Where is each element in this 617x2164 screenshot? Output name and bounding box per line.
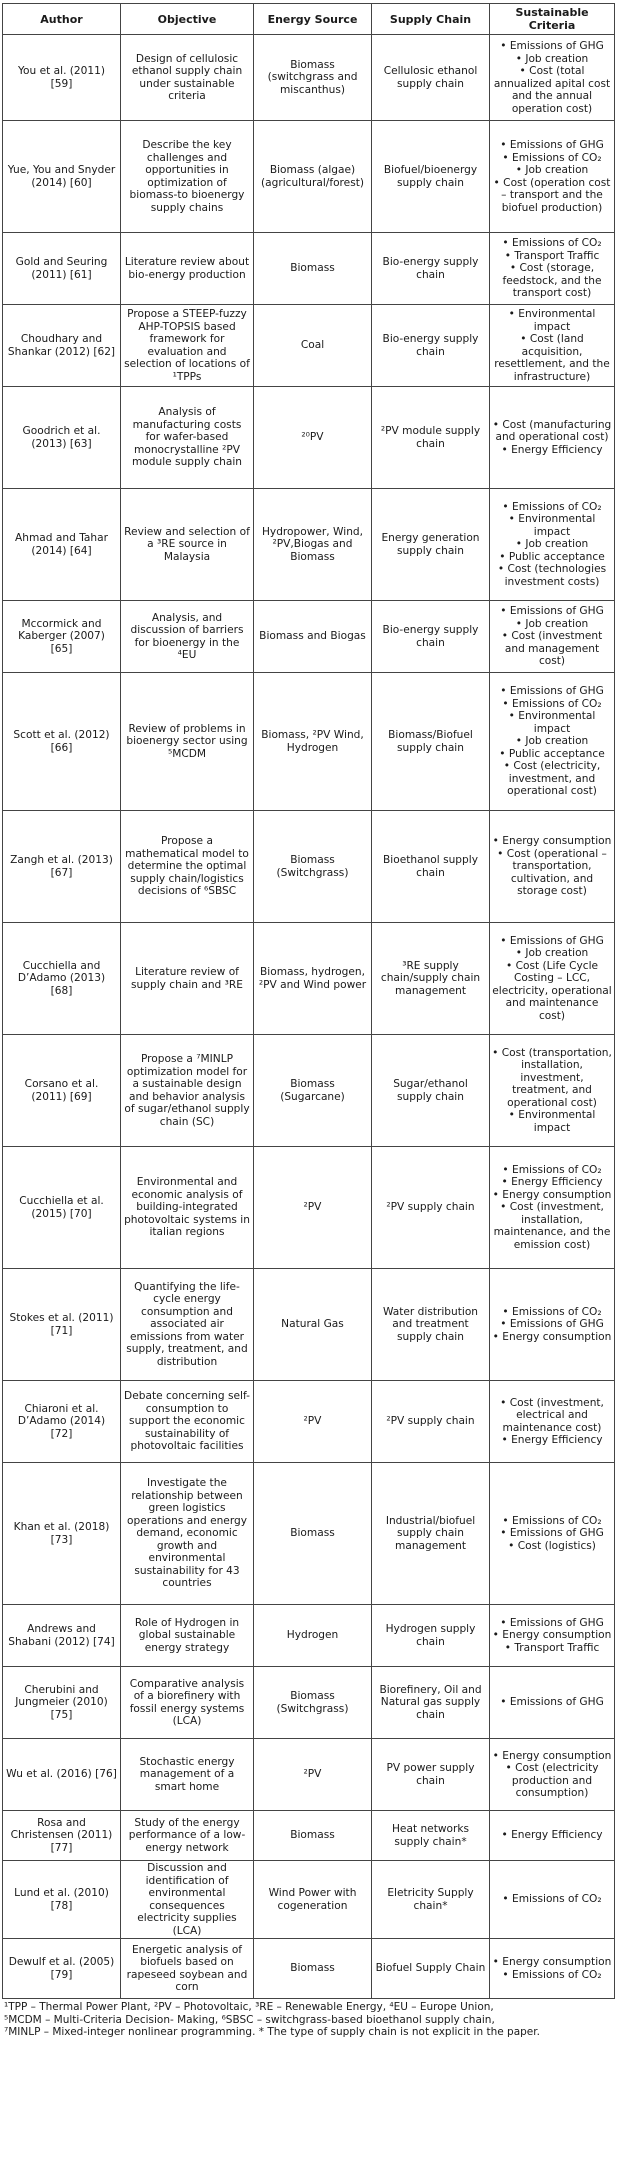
criteria-list <box>492 1893 612 1906</box>
cell-criteria <box>490 1381 615 1463</box>
cell-objective: Investigate the relationship between green logistics operations and energy demand, economic growth and environmental sustainability for 43 countries <box>121 1463 254 1605</box>
cell-objective: Analysis, and discussion of barriers for bioenergy in the ⁴EU <box>121 601 254 673</box>
table-row <box>3 1147 615 1269</box>
criteria-item: • Cost (transportation, installation, investment, treatment, and operational cost) <box>492 1047 612 1110</box>
criteria-item: • Public acceptance <box>492 748 612 761</box>
criteria-item: • Job creation <box>492 618 612 631</box>
cell-energy-source: Coal <box>254 305 372 387</box>
criteria-list <box>492 935 612 1023</box>
criteria-item: • Transport Traffic <box>492 1642 612 1655</box>
criteria-item: • Cost (operation cost – transport and the biofuel production) <box>492 177 612 215</box>
cell-energy-source: ²PV <box>254 1739 372 1811</box>
cell-objective: Quantifying the life-cycle energy consumption and associated air emissions from water supply, treatment, and distribution <box>121 1269 254 1381</box>
table-row <box>3 233 615 305</box>
cell-author: Cucchiella and D’Adamo (2013) [68] <box>3 923 121 1035</box>
cell-supply-chain: Biorefinery, Oil and Natural gas supply chain <box>372 1667 490 1739</box>
cell-energy-source: Biomass (Switchgrass) <box>254 1667 372 1739</box>
criteria-item: • Emissions of GHG <box>492 605 612 618</box>
criteria-item: • Emissions of CO₂ <box>492 501 612 514</box>
cell-objective: Literature review about bio-energy production <box>121 233 254 305</box>
cell-author: Zangh et al. (2013) [67] <box>3 811 121 923</box>
criteria-list <box>492 1617 612 1655</box>
criteria-item: • Environmental impact <box>492 513 612 538</box>
cell-criteria <box>490 35 615 121</box>
cell-supply-chain: Bio-energy supply chain <box>372 601 490 673</box>
cell-criteria <box>490 811 615 923</box>
cell-criteria <box>490 1667 615 1739</box>
cell-criteria <box>490 489 615 601</box>
cell-supply-chain: ²PV supply chain <box>372 1381 490 1463</box>
cell-energy-source: ²PV <box>254 1381 372 1463</box>
cell-criteria <box>490 121 615 233</box>
cell-author: Mccormick and Kaberger (2007) [65] <box>3 601 121 673</box>
footnote-line: ⁵MCDM – Multi-Criteria Decision- Making, ⁶SBSC – switchgrass-based bioethanol supply chain, <box>4 2013 495 2026</box>
cell-author: Ahmad and Tahar (2014) [64] <box>3 489 121 601</box>
cell-energy-source: Natural Gas <box>254 1269 372 1381</box>
criteria-list <box>492 1397 612 1447</box>
cell-criteria <box>490 1939 615 1999</box>
table-row <box>3 1739 615 1811</box>
table-row <box>3 1861 615 1939</box>
criteria-list <box>492 605 612 668</box>
criteria-item: • Cost (investment, installation, maintenance, and the emission cost) <box>492 1201 612 1251</box>
cell-supply-chain: PV power supply chain <box>372 1739 490 1811</box>
criteria-item: • Energy Efficiency <box>492 1434 612 1447</box>
footnote-line: ¹TPP – Thermal Power Plant, ²PV – Photovoltaic, ³RE – Renewable Energy, ⁴EU – Europe Union, <box>4 2001 494 2013</box>
cell-supply-chain: ³RE supply chain/supply chain management <box>372 923 490 1035</box>
cell-supply-chain: Hydrogen supply chain <box>372 1605 490 1667</box>
table-body <box>3 35 615 1999</box>
cell-energy-source: ²PV <box>254 1147 372 1269</box>
criteria-item: • Emissions of CO₂ <box>492 1969 612 1982</box>
criteria-item: • Cost (logistics) <box>492 1540 612 1553</box>
criteria-list <box>492 1515 612 1553</box>
cell-supply-chain: Biofuel/bioenergy supply chain <box>372 121 490 233</box>
cell-objective: Design of cellulosic ethanol supply chain under sustainable criteria <box>121 35 254 121</box>
literature-table <box>2 3 615 1999</box>
cell-energy-source: Biomass <box>254 1463 372 1605</box>
cell-supply-chain: Cellulosic ethanol supply chain <box>372 35 490 121</box>
table-row <box>3 489 615 601</box>
cell-criteria <box>490 1861 615 1939</box>
criteria-list <box>492 1829 612 1842</box>
cell-supply-chain: Bioethanol supply chain <box>372 811 490 923</box>
criteria-item: • Emissions of GHG <box>492 40 612 53</box>
criteria-item: • Energy Efficiency <box>492 1829 612 1842</box>
header-supply-chain: Supply Chain <box>372 4 490 35</box>
cell-author: Rosa and Christensen (2011) [77] <box>3 1811 121 1861</box>
table-row <box>3 35 615 121</box>
table-row <box>3 1035 615 1147</box>
cell-energy-source: Biomass (Switchgrass) <box>254 811 372 923</box>
criteria-list <box>492 308 612 383</box>
criteria-item: • Public acceptance <box>492 551 612 564</box>
table-row <box>3 1605 615 1667</box>
cell-energy-source: ²⁰PV <box>254 387 372 489</box>
table-row <box>3 305 615 387</box>
table-row <box>3 1269 615 1381</box>
criteria-item: • Energy consumption <box>492 1956 612 1969</box>
cell-criteria <box>490 1269 615 1381</box>
cell-energy-source: Biomass <box>254 1939 372 1999</box>
cell-supply-chain: Bio-energy supply chain <box>372 305 490 387</box>
cell-author: Yue, You and Snyder (2014) [60] <box>3 121 121 233</box>
cell-author: Gold and Seuring (2011) [61] <box>3 233 121 305</box>
criteria-item: • Emissions of CO₂ <box>492 1515 612 1528</box>
cell-criteria <box>490 1463 615 1605</box>
cell-supply-chain: Biofuel Supply Chain <box>372 1939 490 1999</box>
cell-objective: Review and selection of a ³RE source in Malaysia <box>121 489 254 601</box>
cell-criteria <box>490 233 615 305</box>
criteria-list <box>492 1750 612 1800</box>
table-row <box>3 387 615 489</box>
cell-criteria <box>490 923 615 1035</box>
table-row <box>3 673 615 811</box>
cell-author: Khan et al. (2018) [73] <box>3 1463 121 1605</box>
cell-objective: Environmental and economic analysis of building-integrated photovoltaic systems in italian regions <box>121 1147 254 1269</box>
criteria-item: • Emissions of CO₂ <box>492 1893 612 1906</box>
header-energy-source: Energy Source <box>254 4 372 35</box>
cell-energy-source: Biomass, hydrogen, ²PV and Wind power <box>254 923 372 1035</box>
criteria-list <box>492 835 612 898</box>
criteria-list <box>492 237 612 300</box>
table-row <box>3 811 615 923</box>
table-row <box>3 923 615 1035</box>
criteria-item: • Emissions of CO₂ <box>492 152 612 165</box>
cell-objective: Stochastic energy management of a smart home <box>121 1739 254 1811</box>
cell-author: Cucchiella et al. (2015) [70] <box>3 1147 121 1269</box>
criteria-item: • Job creation <box>492 538 612 551</box>
criteria-item: • Cost (investment, electrical and maintenance cost) <box>492 1397 612 1435</box>
cell-energy-source: Wind Power with cogeneration <box>254 1861 372 1939</box>
cell-criteria <box>490 1811 615 1861</box>
cell-objective: Energetic analysis of biofuels based on rapeseed soybean and corn <box>121 1939 254 1999</box>
cell-energy-source: Biomass (switchgrass and miscanthus) <box>254 35 372 121</box>
cell-supply-chain: Industrial/biofuel supply chain management <box>372 1463 490 1605</box>
cell-energy-source: Biomass <box>254 233 372 305</box>
cell-criteria <box>490 305 615 387</box>
cell-author: Chiaroni et al. D’Adamo (2014) [72] <box>3 1381 121 1463</box>
header-author: Author <box>3 4 121 35</box>
criteria-item: • Environmental impact <box>492 1109 612 1134</box>
criteria-item: • Emissions of GHG <box>492 935 612 948</box>
criteria-item: • Transport Traffic <box>492 250 612 263</box>
cell-objective: Literature review of supply chain and ³RE <box>121 923 254 1035</box>
criteria-item: • Cost (operational – transportation, cultivation, and storage cost) <box>492 848 612 898</box>
criteria-list <box>492 1164 612 1252</box>
cell-author: You et al. (2011) [59] <box>3 35 121 121</box>
criteria-list <box>492 501 612 589</box>
criteria-item: • Cost (total annualized apital cost and the annual operation cost) <box>492 65 612 115</box>
cell-criteria <box>490 673 615 811</box>
cell-supply-chain: Biomass/Biofuel supply chain <box>372 673 490 811</box>
cell-author: Dewulf et al. (2005) [79] <box>3 1939 121 1999</box>
cell-objective: Propose a mathematical model to determine the optimal supply chain/logistics decisions of ⁶SBSC <box>121 811 254 923</box>
criteria-item: • Cost (electricity, investment, and operational cost) <box>492 760 612 798</box>
cell-objective: Comparative analysis of a biorefinery with fossil energy systems (LCA) <box>121 1667 254 1739</box>
cell-objective: Review of problems in bioenergy sector using ⁵MCDM <box>121 673 254 811</box>
cell-objective: Propose a ⁷MINLP optimization model for a sustainable design and behavior analysis of sugar/ethanol supply chain (SC) <box>121 1035 254 1147</box>
criteria-item: • Cost (manufacturing and operational cost) <box>492 419 612 444</box>
criteria-item: • Energy Efficiency <box>492 1176 612 1189</box>
criteria-item: • Energy Efficiency <box>492 444 612 457</box>
criteria-item: • Cost (investment and management cost) <box>492 630 612 668</box>
table-row <box>3 1667 615 1739</box>
criteria-item: • Emissions of GHG <box>492 1527 612 1540</box>
cell-author: Goodrich et al. (2013) [63] <box>3 387 121 489</box>
cell-energy-source: Biomass (Sugarcane) <box>254 1035 372 1147</box>
cell-energy-source: Hydrogen <box>254 1605 372 1667</box>
criteria-list <box>492 40 612 115</box>
criteria-item: • Emissions of CO₂ <box>492 1164 612 1177</box>
criteria-item: • Cost (storage, feedstock, and the transport cost) <box>492 262 612 300</box>
cell-objective: Describe the key challenges and opportunities in optimization of biomass-to bioenergy supply chains <box>121 121 254 233</box>
cell-supply-chain: Heat networks supply chain* <box>372 1811 490 1861</box>
criteria-item: • Job creation <box>492 53 612 66</box>
cell-author: Lund et al. (2010) [78] <box>3 1861 121 1939</box>
table-row <box>3 1939 615 1999</box>
criteria-item: • Emissions of GHG <box>492 1617 612 1630</box>
cell-objective: Role of Hydrogen in global sustainable energy strategy <box>121 1605 254 1667</box>
cell-criteria <box>490 1147 615 1269</box>
criteria-item: • Emissions of CO₂ <box>492 698 612 711</box>
cell-supply-chain: ²PV supply chain <box>372 1147 490 1269</box>
cell-energy-source: Biomass (algae) (agricultural/forest) <box>254 121 372 233</box>
criteria-list <box>492 419 612 457</box>
cell-supply-chain: Sugar/ethanol supply chain <box>372 1035 490 1147</box>
table-row <box>3 601 615 673</box>
criteria-item: • Job creation <box>492 164 612 177</box>
criteria-list <box>492 1956 612 1981</box>
cell-author: Corsano et al. (2011) [69] <box>3 1035 121 1147</box>
criteria-item: • Emissions of GHG <box>492 1318 612 1331</box>
cell-author: Cherubini and Jungmeier (2010) [75] <box>3 1667 121 1739</box>
criteria-list <box>492 1306 612 1344</box>
criteria-item: • Emissions of GHG <box>492 1696 612 1709</box>
criteria-item: • Cost (Life Cycle Costing – LCC, electricity, operational and maintenance cost) <box>492 960 612 1023</box>
table-row <box>3 1811 615 1861</box>
cell-energy-source: Biomass <box>254 1811 372 1861</box>
criteria-item: • Energy consumption <box>492 1750 612 1763</box>
criteria-item: • Job creation <box>492 947 612 960</box>
footnote-line: ⁷MINLP – Mixed-integer nonlinear programming. * The type of supply chain is not explicit in the paper. <box>4 2026 540 2038</box>
cell-supply-chain: ²PV module supply chain <box>372 387 490 489</box>
cell-objective: Debate concerning self-consumption to support the economic sustainability of photovoltaic facilities <box>121 1381 254 1463</box>
table-row <box>3 121 615 233</box>
cell-objective: Study of the energy performance of a low-energy network <box>121 1811 254 1861</box>
criteria-item: • Cost (electricity production and consumption) <box>492 1762 612 1800</box>
criteria-list <box>492 1696 612 1709</box>
table-header-row <box>3 4 615 35</box>
cell-objective: Propose a STEEP-fuzzy AHP-TOPSIS based framework for evaluation and selection of locations of ¹TPPs <box>121 305 254 387</box>
criteria-list <box>492 685 612 798</box>
cell-energy-source: Hydropower, Wind, ²PV,Biogas and Biomass <box>254 489 372 601</box>
criteria-item: • Cost (technologies investment costs) <box>492 563 612 588</box>
cell-supply-chain: Eletricity Supply chain* <box>372 1861 490 1939</box>
cell-objective: Discussion and identification of environmental consequences electricity supplies (LCA) <box>121 1861 254 1939</box>
cell-author: Wu et al. (2016) [76] <box>3 1739 121 1811</box>
criteria-item: • Energy consumption <box>492 835 612 848</box>
criteria-item: • Cost (land acquisition, resettlement, and the infrastructure) <box>492 333 612 383</box>
criteria-item: • Environmental impact <box>492 308 612 333</box>
criteria-item: • Energy consumption <box>492 1629 612 1642</box>
criteria-item: • Emissions of CO₂ <box>492 237 612 250</box>
cell-supply-chain: Energy generation supply chain <box>372 489 490 601</box>
table-row <box>3 1463 615 1605</box>
cell-criteria <box>490 1035 615 1147</box>
cell-author: Scott et al. (2012) [66] <box>3 673 121 811</box>
criteria-item: • Energy consumption <box>492 1189 612 1202</box>
criteria-item: • Energy consumption <box>492 1331 612 1344</box>
cell-objective: Analysis of manufacturing costs for wafer-based monocrystalline ²PV module supply chain <box>121 387 254 489</box>
cell-energy-source: Biomass and Biogas <box>254 601 372 673</box>
criteria-item: • Emissions of GHG <box>492 685 612 698</box>
cell-criteria <box>490 1605 615 1667</box>
criteria-list <box>492 139 612 214</box>
cell-criteria <box>490 387 615 489</box>
criteria-item: • Job creation <box>492 735 612 748</box>
cell-criteria <box>490 601 615 673</box>
criteria-item: • Emissions of GHG <box>492 139 612 152</box>
cell-supply-chain: Water distribution and treatment supply chain <box>372 1269 490 1381</box>
cell-author: Andrews and Shabani (2012) [74] <box>3 1605 121 1667</box>
cell-supply-chain: Bio-energy supply chain <box>372 233 490 305</box>
criteria-list <box>492 1047 612 1135</box>
table-footnote <box>4 2001 613 2039</box>
header-criteria: Sustainable Criteria <box>490 4 615 35</box>
header-objective: Objective <box>121 4 254 35</box>
cell-criteria <box>490 1739 615 1811</box>
criteria-item: • Environmental impact <box>492 710 612 735</box>
criteria-item: • Emissions of CO₂ <box>492 1306 612 1319</box>
cell-energy-source: Biomass, ²PV Wind, Hydrogen <box>254 673 372 811</box>
table-row <box>3 1381 615 1463</box>
cell-author: Choudhary and Shankar (2012) [62] <box>3 305 121 387</box>
cell-author: Stokes et al. (2011) [71] <box>3 1269 121 1381</box>
